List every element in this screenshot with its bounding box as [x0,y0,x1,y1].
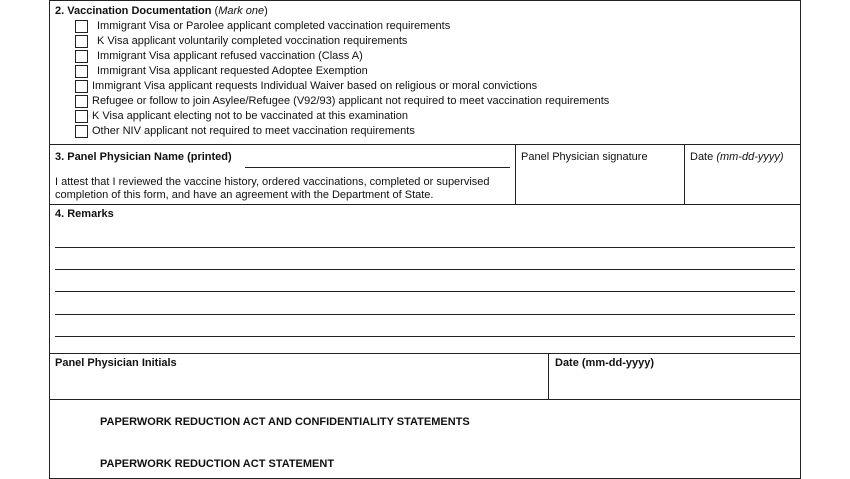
option-label-1: Immigrant Visa or Parolee applicant completed vaccination requirements [97,20,451,32]
section-2-title: Vaccination Documentation [67,5,212,17]
initials-date-field[interactable] [549,372,799,399]
remarks-heading: 4. Remarks [55,208,114,220]
signature-field[interactable] [516,166,683,204]
remarks-line-2[interactable] [55,269,795,270]
remarks-line-4[interactable] [55,314,795,315]
option-checkbox-8[interactable] [75,125,88,138]
attestation-line-2: completion of this form, and have an agreement with the Department of State. [55,189,434,201]
option-checkbox-7[interactable] [75,110,88,123]
option-label-4: Immigrant Visa applicant requested Adoptee Exemption [97,65,368,77]
physician-name-label: 3. Panel Physician Name (printed) [55,151,232,163]
option-label-8: Other NIV applicant not required to meet vaccination requirements [92,125,415,137]
physician-name-field[interactable] [245,167,510,168]
section-4-box [49,204,801,354]
date-format-note: (mm-dd-yyyy) [716,151,784,163]
initials-field[interactable] [50,372,547,399]
option-label-6: Refugee or follow to join Asylee/Refugee (V92/93) applicant not required to meet vaccination requirements [92,95,610,107]
option-checkbox-6[interactable] [75,95,88,108]
signature-date-label: Date (mm-dd-yyyy) [690,151,784,163]
section-3-divider-2 [684,144,685,205]
section-2-heading: 2. Vaccination Documentation (Mark one) [55,5,268,17]
option-label-5: Immigrant Visa applicant requests Individual Waiver based on religious or moral convictions [92,80,538,92]
remarks-line-5[interactable] [55,336,795,337]
option-label-3: Immigrant Visa applicant refused vaccination (Class A) [97,50,363,62]
option-checkbox-4[interactable] [75,65,88,78]
remarks-line-3[interactable] [55,291,795,292]
attestation-line-1: I attest that I reviewed the vaccine history, ordered vaccinations, completed or supervised [55,176,490,188]
option-checkbox-2[interactable] [75,35,88,48]
initials-date-label: Date (mm-dd-yyyy) [555,357,655,369]
option-checkbox-3[interactable] [75,50,88,63]
paperwork-heading-1: PAPERWORK REDUCTION ACT AND CONFIDENTIALITY STATEMENTS [100,416,470,428]
mark-one-note: Mark one [218,5,265,17]
remarks-line-1[interactable] [55,247,795,248]
paperwork-heading-2: PAPERWORK REDUCTION ACT STATEMENT [100,458,335,470]
option-label-7: K Visa applicant electing not to be vaccinated at this examination [92,110,408,122]
option-checkbox-1[interactable] [75,20,88,33]
signature-date-field[interactable] [686,166,799,204]
option-label-2: K Visa applicant voluntarily completed voccination requirements [97,35,408,47]
option-checkbox-5[interactable] [75,80,88,93]
initials-label: Panel Physician Initials [55,357,177,369]
signature-label: Panel Physician signature [521,151,648,163]
